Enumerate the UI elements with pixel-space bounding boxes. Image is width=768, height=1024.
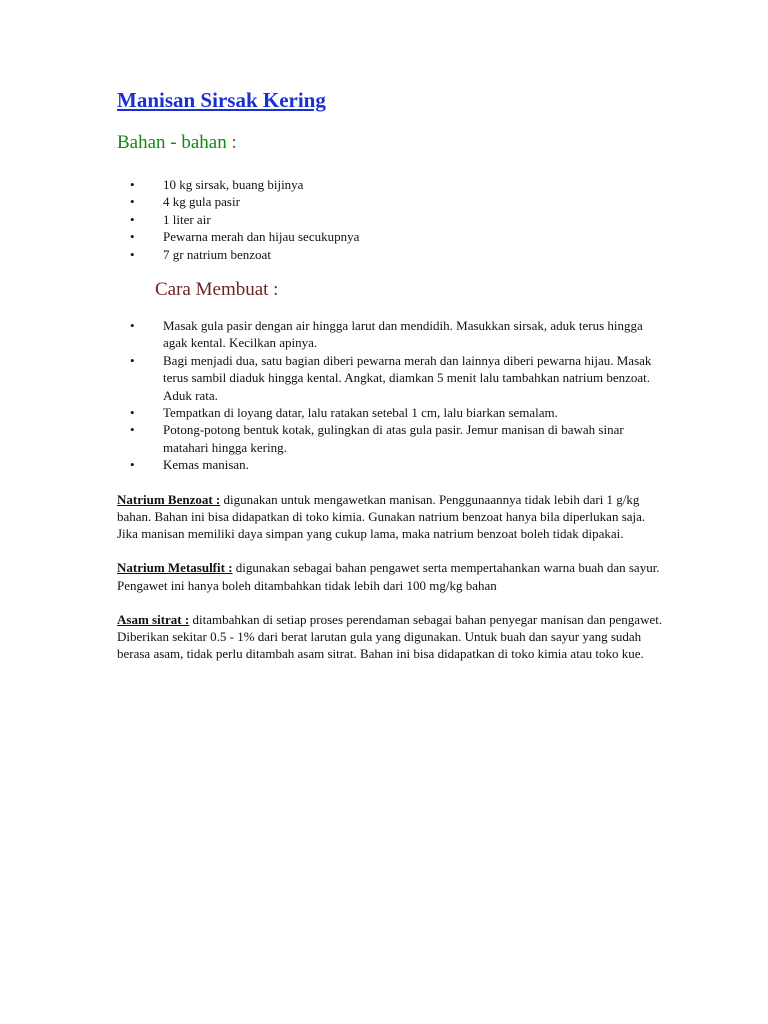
note-text: digunakan sebagai bahan pengawet serta mempertahankan warna buah dan sayur. Pengawet ini hanya boleh ditambahkan tidak lebih dari 100 mg/kg bahan: [117, 560, 660, 593]
list-item: [130, 421, 668, 456]
bullet-icon: •: [130, 352, 135, 368]
ingredient-text: Pewarna merah dan hijau secukupnya: [163, 229, 360, 245]
note-term: Natrium Benzoat :: [117, 491, 221, 507]
bullet-icon: •: [130, 246, 135, 262]
list-item: [130, 176, 668, 193]
ingredient-text: 10 kg sirsak, buang bijinya: [163, 177, 304, 192]
list-item: [130, 211, 668, 228]
ingredients-list: [117, 176, 668, 263]
note-text: digunakan untuk mengawetkan manisan. Penggunaannya tidak lebih dari 1 g/kg bahan. Bahan ini bisa didapatkan di toko kimia. Gunakan natrium benzoat hanya bila diperlukan saja. Jika manisan memiliki daya simpan yang cukup lama, maka natrium benzoat boleh tidak dipakai.: [117, 491, 646, 542]
list-item: [130, 228, 668, 245]
step-text: Masak gula pasir dengan air hingga larut dan mendidih. Masukkan sirsak, aduk terus hingga agak kental. Kecilkan apinya.: [163, 318, 643, 351]
bullet-icon: •: [130, 229, 135, 245]
list-item: [130, 404, 668, 421]
step-text: Bagi menjadi dua, satu bagian diberi pewarna merah dan lainnya diberi pewarna hijau. Masak terus sambil diaduk hingga kental. Angkat, diamkan 5 menit lalu tambahkan natrium benzoat. Aduk rata.: [163, 352, 652, 403]
step-text: Potong-potong bentuk kotak, gulingkan di atas gula pasir. Jemur manisan di bawah sinar matahari hingga kering.: [163, 422, 624, 455]
list-item: [130, 352, 668, 404]
list-item: [130, 317, 668, 352]
note-text: ditambahkan di setiap proses perendaman sebagai bahan penyegar manisan dan pengawet. Diberikan sekitar 0.5 - 1% dari berat larutan gula yang digunakan. Untuk buah dan sayur yang sudah berasa asam, tidak perlu ditambah asam sitrat. Bahan ini bisa didapatkan di toko kimia atau toko kue.: [117, 611, 663, 662]
note-asam-sitrat: [117, 611, 668, 663]
bullet-icon: •: [130, 318, 135, 334]
note-term: Asam sitrat :: [117, 611, 190, 627]
ingredient-text: 4 kg gula pasir: [163, 194, 240, 210]
list-item: [130, 193, 668, 210]
step-text: Kemas manisan.: [163, 457, 249, 473]
bullet-icon: •: [130, 457, 135, 473]
ingredient-text: 1 liter air: [163, 211, 211, 227]
document-title: Manisan Sirsak Kering: [117, 88, 326, 112]
ingredient-text: 7 gr natrium benzoat: [163, 246, 271, 262]
bullet-icon: •: [130, 405, 135, 421]
note-natrium-metasulfit: [117, 559, 668, 593]
bullet-icon: •: [130, 194, 135, 210]
list-item: [130, 456, 668, 473]
note-natrium-benzoat: [117, 491, 668, 543]
ingredients-heading: Bahan - bahan :: [117, 132, 237, 153]
bullet-icon: •: [130, 211, 135, 227]
bullet-icon: •: [130, 177, 135, 192]
list-item: [130, 246, 668, 263]
note-term: Natrium Metasulfit :: [117, 560, 233, 576]
step-text: Tempatkan di loyang datar, lalu ratakan setebal 1 cm, lalu biarkan semalam.: [163, 405, 558, 421]
bullet-icon: •: [130, 422, 135, 438]
steps-list: [117, 317, 668, 474]
steps-heading: Cara Membuat :: [155, 279, 279, 301]
